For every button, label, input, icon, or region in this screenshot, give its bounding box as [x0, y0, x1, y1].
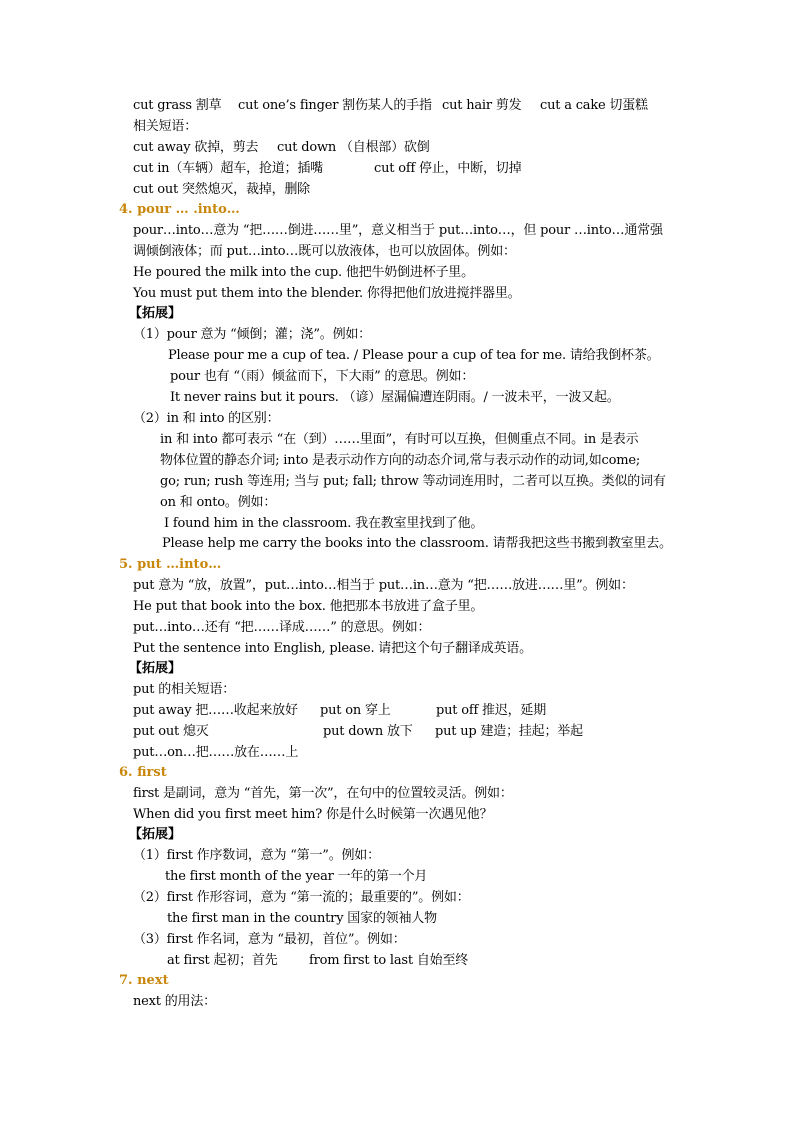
paragraph: pour…into…意为 “把……倒进……里”，意义相当于 put…into…，但 pour …into…通常强	[133, 223, 663, 238]
example-sentence: Put the sentence into English, please. 请把这个句子翻译成英语。	[133, 641, 532, 656]
section-heading-7: 7. next	[119, 973, 169, 988]
section-heading-5: 5. put …into…	[119, 557, 222, 572]
paragraph: put 意为 “放，放置”，put…into…相当于 put…in…意为 “把……放进……里”。例如：	[133, 578, 634, 593]
phrase: cut one’s finger 割伤某人的手指	[238, 98, 432, 113]
extension-label: 【拓展】	[129, 827, 182, 842]
section-heading-4: 4. pour … .into…	[119, 202, 240, 217]
subpoint: （1）first 作序数词，意为 “第一”。例如：	[133, 848, 380, 863]
phrase: put up 建造；挂起；举起	[435, 724, 583, 739]
example-sentence: Please help me carry the books into the classroom. 请帮我把这些书搬到教室里去。	[162, 536, 672, 551]
paragraph: next 的用法：	[133, 994, 216, 1009]
related-phrases-label: 相关短语：	[133, 119, 198, 134]
example-sentence: the first month of the year 一年的第一个月	[165, 869, 428, 884]
phrase: cut away 砍掉，剪去	[133, 140, 259, 155]
example-sentence: Please pour me a cup of tea. / Please pour a cup of tea for me. 请给我倒杯茶。	[168, 348, 660, 363]
phrase: cut a cake 切蛋糕	[540, 98, 648, 113]
phrase: put on 穿上	[320, 703, 391, 718]
subpoint: （3）first 作名词，意为 “最初，首位”。例如：	[133, 932, 406, 947]
example-sentence: He poured the milk into the cup. 他把牛奶倒进杯子里。	[133, 265, 474, 280]
phrase: put off 推迟，延期	[436, 703, 547, 718]
example-sentence: You must put them into the blender. 你得把他们放进搅拌器里。	[133, 286, 521, 301]
extension-label: 【拓展】	[129, 306, 182, 321]
related-phrases-label: put 的相关短语：	[133, 682, 236, 697]
phrase: cut hair 剪发	[442, 98, 522, 113]
paragraph: in 和 into 都可表示 “在（到）……里面”，有时可以互换，但侧重点不同。in 是表示	[160, 432, 639, 447]
example-sentence: the first man in the country 国家的领袖人物	[167, 911, 437, 926]
put-phrase-row-3: put…on…把……放在……上	[133, 745, 299, 760]
paragraph: on 和 onto。例如：	[160, 495, 277, 510]
paragraph: 调倾倒液体；而 put…into…既可以放液体，也可以放固体。例如：	[133, 244, 516, 259]
example-sentence: When did you first meet him? 你是什么时候第一次遇见他？	[133, 807, 493, 822]
subpoint: （2）in 和 into 的区别：	[133, 411, 280, 426]
phrase: cut grass 割草	[133, 98, 222, 113]
phrase: put out 熄灭	[133, 724, 209, 739]
paragraph: first 是副词，意为 “首先，第一次”，在句中的位置较灵活。例如：	[133, 786, 513, 801]
section-heading-6: 6. first	[119, 765, 167, 780]
example-sentence: I found him in the classroom. 我在教室里找到了他。	[164, 516, 484, 531]
cut-phrase-line-4: cut out 突然熄灭，裁掉，删除	[133, 182, 310, 197]
phrase: put away 把……收起来放好	[133, 703, 298, 718]
extension-label: 【拓展】	[129, 661, 182, 676]
example-sentence: It never rains but it pours. （谚）屋漏偏遭连阴雨。/ 一波未平，一波又起。	[170, 390, 620, 405]
paragraph: 物体位置的静态介词; into 是表示动作方向的动态介词,常与表示动作的动词,如come;	[160, 453, 640, 468]
paragraph: put…into…还有 “把……译成……” 的意思。例如：	[133, 620, 431, 635]
phrase: put down 放下	[323, 724, 413, 739]
phrase: cut in（车辆）超车，抢道；插嘴	[133, 161, 323, 176]
phrase: from first to last 自始至终	[309, 953, 469, 968]
paragraph: pour 也有 “（雨）倾盆而下，下大雨” 的意思。例如：	[170, 369, 475, 384]
phrase: cut off 停止，中断，切掉	[374, 161, 522, 176]
subpoint: （1）pour 意为 “倾倒；灌；浇”。例如：	[133, 327, 371, 342]
subpoint: （2）first 作形容词，意为 “第一流的；最重要的”。例如：	[133, 890, 470, 905]
example-sentence: He put that book into the box. 他把那本书放进了盒子里。	[133, 599, 484, 614]
phrase: cut down （自根部）砍倒	[277, 140, 430, 155]
phrase: at first 起初；首先	[167, 953, 278, 968]
paragraph: go; run; rush 等连用; 当与 put; fall; throw 等动词连用时，二者可以互换。类似的词有	[160, 474, 666, 489]
